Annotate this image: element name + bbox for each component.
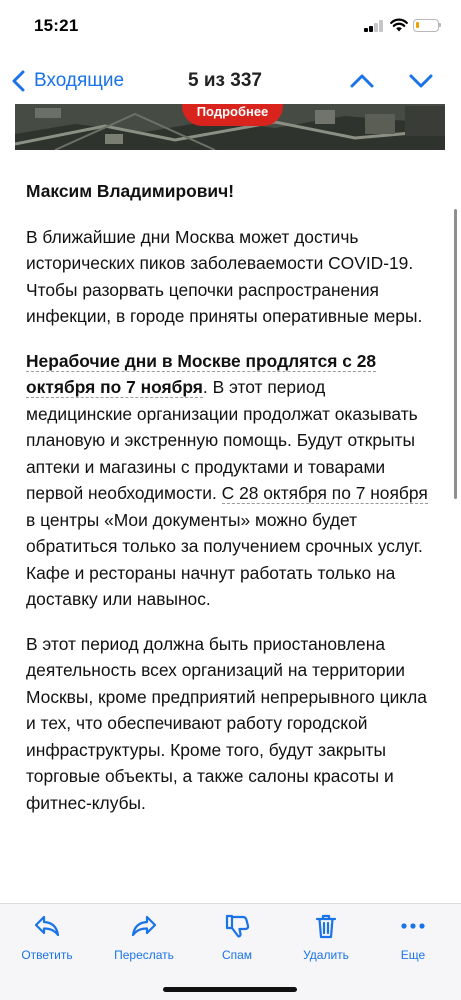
reply-button[interactable] xyxy=(2,913,92,971)
paragraph-text: . В этот период медицинские организации продолжат оказывать плановую и экстренную помощь. Будут открыты аптеки и магазины с продуктами и товарами первой необходимости. xyxy=(26,377,418,503)
message-counter: 5 из 337 xyxy=(188,70,262,91)
forward-button[interactable] xyxy=(99,913,189,971)
wifi-icon xyxy=(390,18,408,32)
paragraph-organizations: В этот период должна быть приостановлена деятельность всех организаций на территории Москвы, кроме предприятий непрерывного цикла и тех, что обеспечивают работу городской инфраструктуры. Кроме того, будут закрыты торговые объекты, а также салоны красоты и фитнес-клубы. xyxy=(26,633,427,813)
spam-button[interactable] xyxy=(192,913,282,971)
reply-icon xyxy=(33,913,61,939)
chevron-down-icon[interactable] xyxy=(408,71,434,91)
scrollbar[interactable] xyxy=(454,209,457,499)
paragraph-intro: В ближайшие дни Москва может достичь исторических пиков заболеваемости COVID-19. Чтобы разорвать цепочки распространения инфекции, в городе приняты оперативные меры. xyxy=(26,226,423,326)
delete-button[interactable] xyxy=(281,913,371,971)
chevron-up-icon[interactable] xyxy=(349,71,375,91)
greeting: Максим Владимирович! xyxy=(26,181,234,201)
home-indicator[interactable] xyxy=(163,987,297,992)
nonworking-days-link[interactable]: Нерабочие дни в Москве продлятся с 28 октября по 7 ноября xyxy=(26,350,377,397)
status-time: 15:21 xyxy=(34,16,79,35)
paragraph-text: в центры «Мои документы» можно будет обратиться только за получением срочных услуг. Кафе и рестораны начнут работать только на доставку или навынос. xyxy=(26,509,423,609)
forward-icon xyxy=(130,913,158,939)
trash-icon xyxy=(312,913,340,939)
mail-navigation-bar xyxy=(0,58,461,104)
more-details-button[interactable]: Подробнее xyxy=(182,104,283,126)
forward-label: Переслать xyxy=(114,948,174,962)
more-button[interactable] xyxy=(368,913,458,971)
thumbs-down-icon xyxy=(223,913,251,939)
delete-label: Удалить xyxy=(303,948,349,962)
spam-label: Спам xyxy=(221,948,253,962)
status-bar xyxy=(0,0,461,50)
reply-label: Ответить xyxy=(21,948,73,962)
message-action-toolbar xyxy=(0,903,461,1000)
dates-link[interactable]: С 28 октября по 7 ноября xyxy=(221,483,428,503)
signal-icon xyxy=(364,20,384,32)
chevron-left-icon[interactable] xyxy=(10,69,26,93)
more-icon xyxy=(399,913,427,939)
back-to-inbox-link[interactable]: Входящие xyxy=(34,70,125,91)
newsletter-banner-image xyxy=(15,104,445,150)
more-label: Еще xyxy=(400,948,426,962)
paragraph-nonworking-days xyxy=(26,348,436,613)
battery-icon xyxy=(413,19,439,32)
message-body xyxy=(26,178,436,834)
